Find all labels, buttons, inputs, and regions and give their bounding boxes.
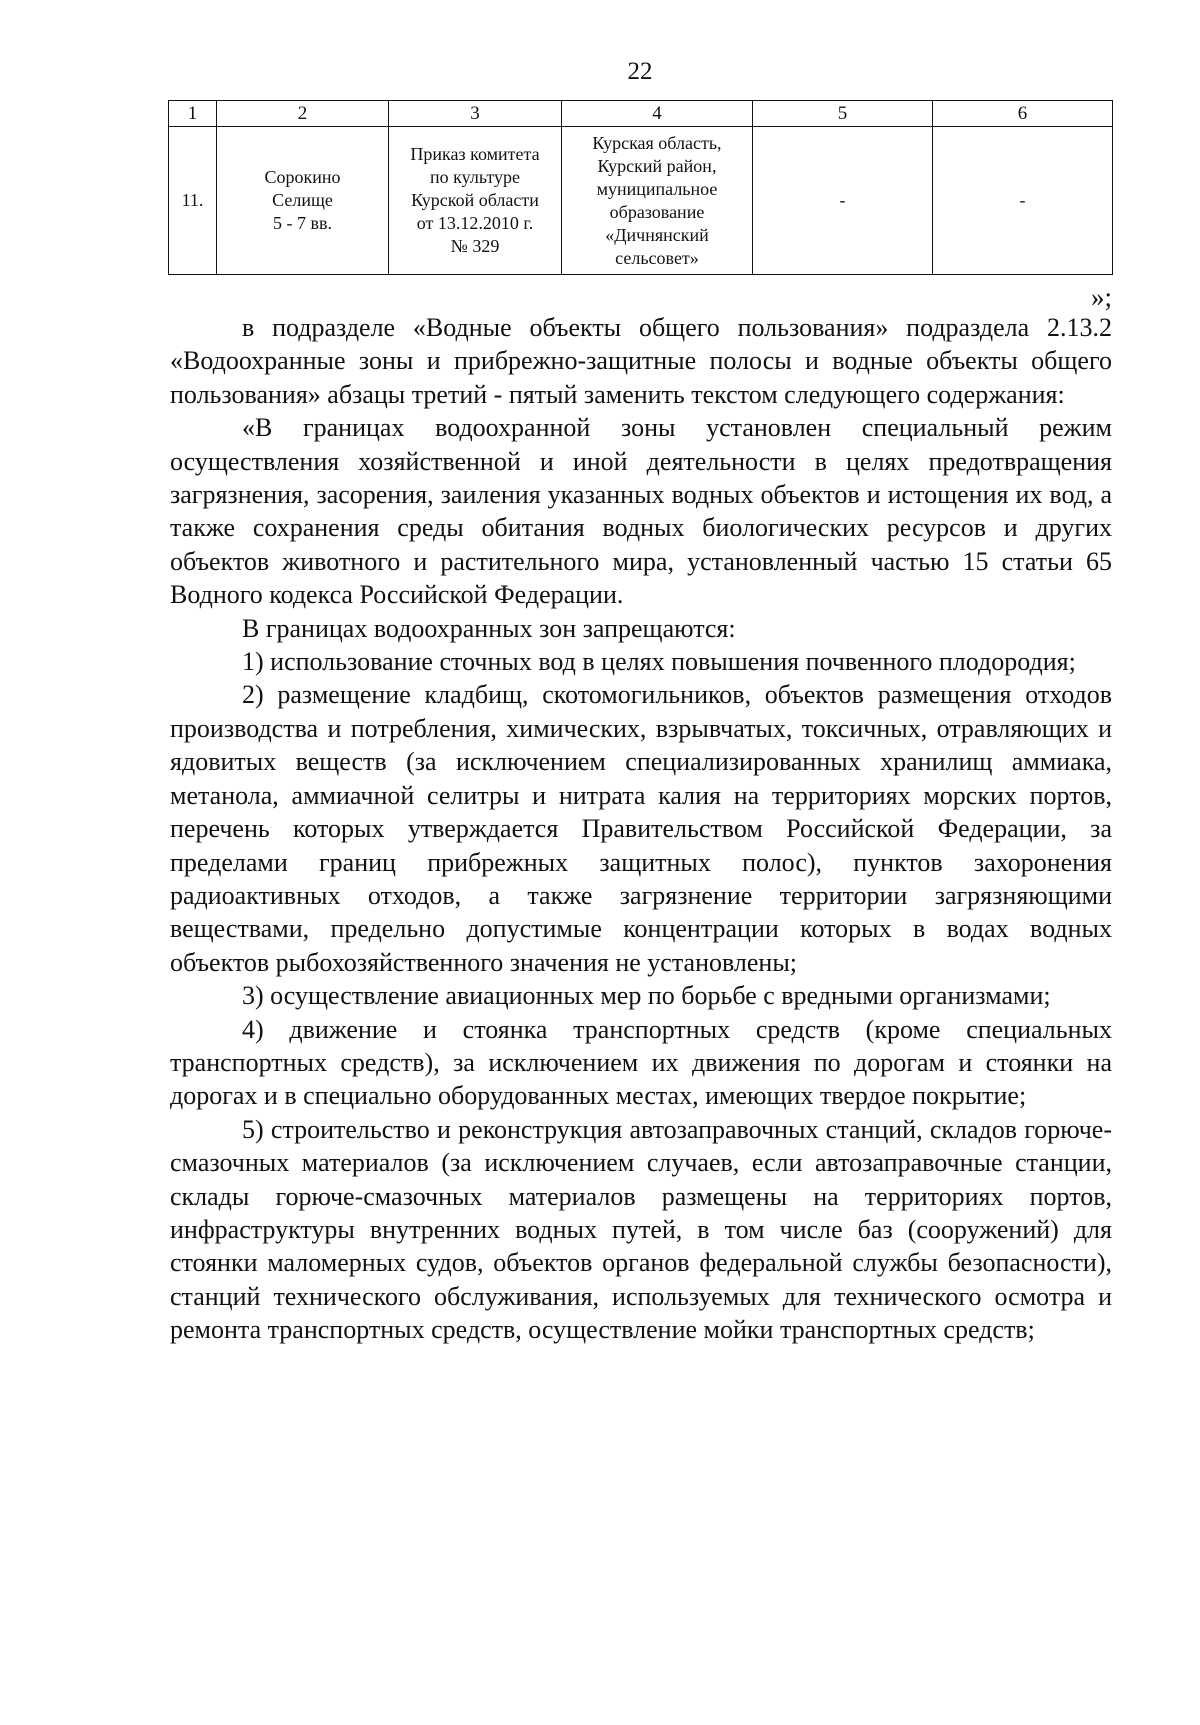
cell-line: Сорокино [264, 167, 341, 187]
paragraph: 1) использование сточных вод в целях повышения почвенного плодородия; [242, 647, 1076, 677]
paragraph: 3) осуществление авиационных мер по борьбе с вредными организмами; [242, 981, 1051, 1011]
cell-line: Курской области [411, 190, 539, 210]
document-body [170, 311, 1112, 1347]
cell-line: Приказ комитета [410, 144, 540, 164]
object-name-cell [217, 127, 389, 275]
cell-line: «Дичнянский [605, 224, 709, 245]
table-header-row [169, 101, 1113, 127]
paragraph: 2) размещение кладбищ, скотомогильников, объектов размещения отходов производства и потребления, химических, взрывчатых, токсичных, отравляющих и ядовитых веществ (за исключением специализированных хранилищ аммиака, метанола, аммиачной селитры и нитрата калия на территориях морских портов, перечень которых утверждается Правительством Российской Федерации, за пределами границ прибрежных защитных полос), пунктов захоронения радиоактивных отходов, а также загрязнение территории загрязняющими веществами, предельно допустимые концентрации которых в водах водных объектов рыбохозяйственного значения не установлены; [170, 680, 1112, 977]
cell-line: по культуре [430, 167, 520, 187]
cell-line: муниципальное [596, 178, 718, 199]
header-cell: 5 [753, 101, 933, 127]
row-number-cell: 11. [169, 127, 217, 275]
header-cell: 3 [389, 101, 562, 127]
paragraph: 5) строительство и реконструкция автозаправочных станций, складов горюче-смазочных материалов (за исключением случаев, если автозаправочные станции, склады горюче-смазочных материалов размещены на территориях портов, инфраструктуры внутренних водных путей, в том числе баз (сооружений) для стоянки маломерных судов, объектов органов федеральной службы безопасности), станций технического обслуживания, используемых для технического осмотра и ремонта транспортных средств, осуществление мойки транспортных средств; [170, 1114, 1112, 1345]
paragraph: в подразделе «Водные объекты общего пользования» подраздела 2.13.2 «Водоохранные зоны и прибрежно-защитные полосы и водные объекты общего пользования» абзацы третий - пятый заменить текстом следующего содержания: [170, 313, 1112, 409]
cell-line: Селище [272, 190, 333, 210]
column-6-cell: - [933, 127, 1113, 275]
column-5-cell: - [753, 127, 933, 275]
paragraph: 4) движение и стоянка транспортных средств (кроме специальных транспортных средств), за исключением их движения по дорогам и стоянки на дорогах и в специально оборудованных местах, имеющих твердое покрытие; [170, 1014, 1112, 1111]
table-row [169, 127, 1113, 275]
cell-line: Курский район, [597, 155, 717, 176]
cell-line: от 13.12.2010 г. [416, 213, 534, 233]
header-cell: 6 [933, 101, 1113, 127]
cell-line: 5 - 7 вв. [273, 213, 332, 233]
paragraph: «В границах водоохранной зоны установлен специальный режим осуществления хозяйственной и иной деятельности в целях предотвращения загрязнения, засорения, заиления указанных водных объектов и истощения их вод, а также сохранения среды обитания водных биологических ресурсов и других объектов животного и растительного мира, установленный частью 15 статьи 65 Водного кодекса Российской Федерации. [170, 413, 1112, 610]
page-number: 22 [627, 58, 653, 85]
header-cell: 2 [217, 101, 389, 127]
cell-line: сельсовет» [615, 247, 699, 268]
monuments-table [168, 100, 1113, 275]
cell-line: Курская область, [592, 132, 722, 153]
document-cell [389, 127, 562, 275]
location-cell [562, 127, 753, 275]
closing-quote: »; [1090, 282, 1112, 312]
cell-line: № 329 [450, 236, 500, 256]
cell-line: образование [609, 201, 705, 222]
header-cell: 4 [562, 101, 753, 127]
paragraph: В границах водоохранных зон запрещаются: [242, 613, 736, 643]
header-cell: 1 [169, 101, 217, 127]
